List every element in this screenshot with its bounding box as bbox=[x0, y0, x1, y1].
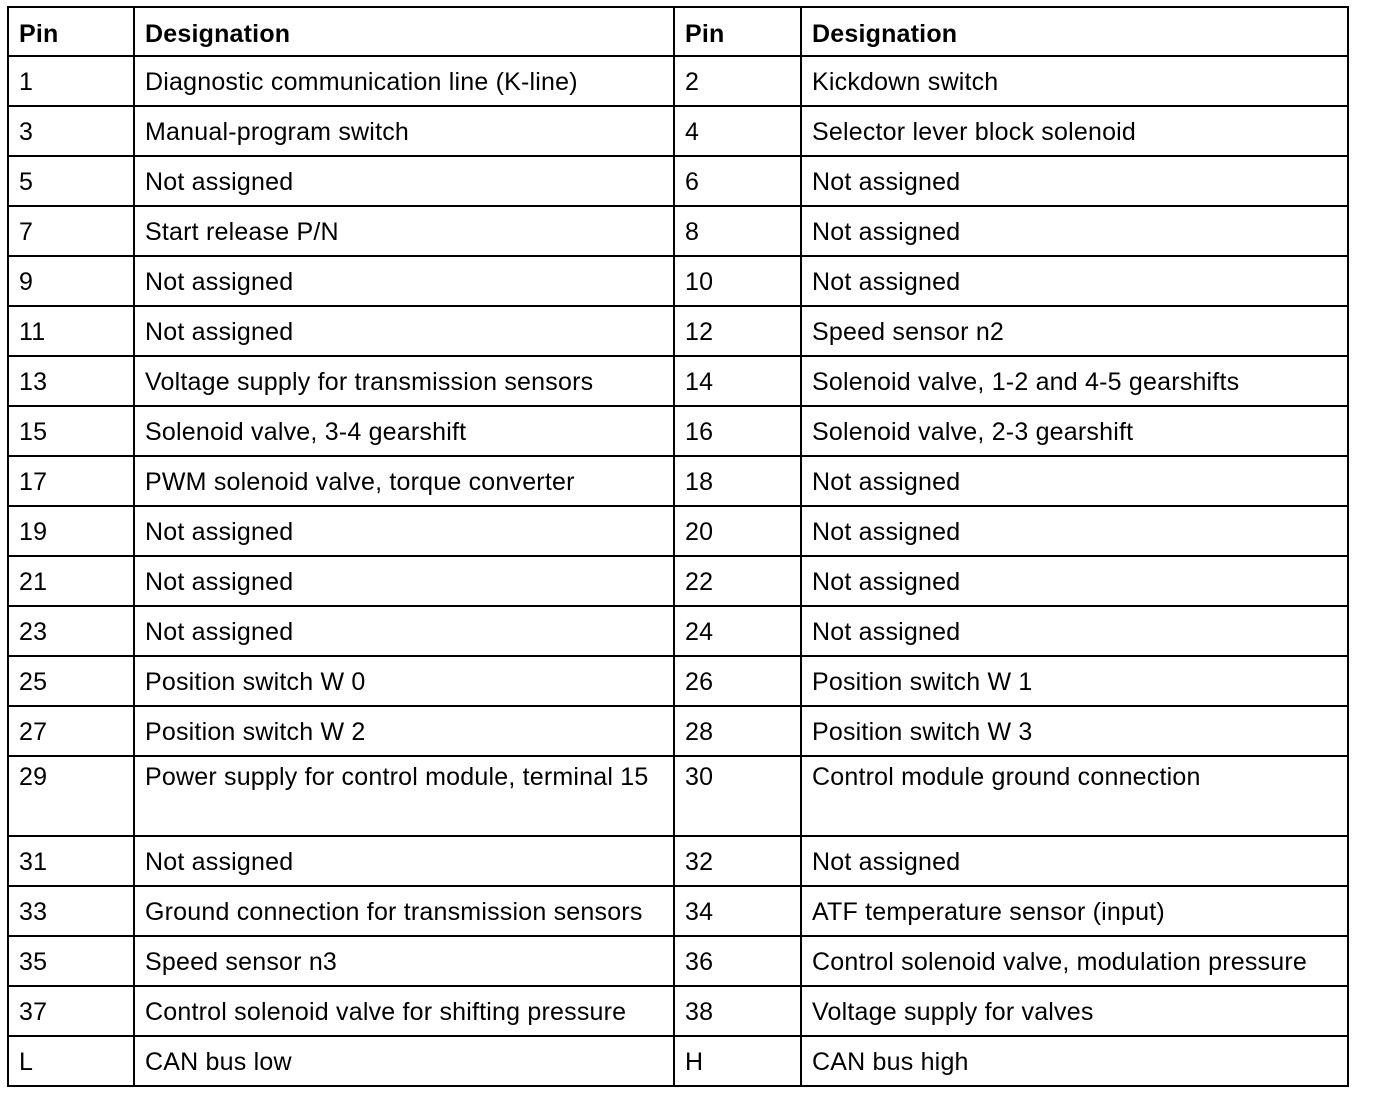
pin-cell-right: 8 bbox=[674, 206, 801, 256]
pin-cell-left: 3 bbox=[8, 106, 134, 156]
pin-cell-right: 32 bbox=[674, 836, 801, 886]
designation-cell-left: Diagnostic communication line (K-line) bbox=[134, 56, 674, 106]
pin-cell-left: 15 bbox=[8, 406, 134, 456]
table-row bbox=[8, 156, 1348, 206]
pin-cell-left: 1 bbox=[8, 56, 134, 106]
designation-cell-right: Not assigned bbox=[801, 836, 1348, 886]
pin-cell-left: 5 bbox=[8, 156, 134, 206]
pin-cell-left: 29 bbox=[8, 756, 134, 836]
pin-cell-left: 23 bbox=[8, 606, 134, 656]
table-row bbox=[8, 506, 1348, 556]
pin-cell-left: 11 bbox=[8, 306, 134, 356]
table-row bbox=[8, 356, 1348, 406]
designation-cell-left: Not assigned bbox=[134, 256, 674, 306]
designation-cell-left: Not assigned bbox=[134, 606, 674, 656]
designation-cell-right: Control solenoid valve, modulation pressure bbox=[801, 936, 1348, 986]
header-pin-left: Pin bbox=[8, 7, 134, 56]
table-row bbox=[8, 206, 1348, 256]
table-row bbox=[8, 256, 1348, 306]
pin-cell-left: 27 bbox=[8, 706, 134, 756]
pin-cell-left: L bbox=[8, 1036, 134, 1086]
pin-cell-left: 13 bbox=[8, 356, 134, 406]
pin-cell-right: 24 bbox=[674, 606, 801, 656]
table-row bbox=[8, 56, 1348, 106]
designation-cell-right: Position switch W 3 bbox=[801, 706, 1348, 756]
pin-cell-right: 6 bbox=[674, 156, 801, 206]
designation-cell-right: Not assigned bbox=[801, 256, 1348, 306]
designation-cell-left: Position switch W 0 bbox=[134, 656, 674, 706]
pin-cell-right: 2 bbox=[674, 56, 801, 106]
pin-cell-left: 21 bbox=[8, 556, 134, 606]
pin-cell-right: 20 bbox=[674, 506, 801, 556]
table-row bbox=[8, 606, 1348, 656]
pin-cell-left: 19 bbox=[8, 506, 134, 556]
designation-cell-right: Solenoid valve, 2-3 gearshift bbox=[801, 406, 1348, 456]
designation-cell-right: Not assigned bbox=[801, 606, 1348, 656]
designation-cell-left: Not assigned bbox=[134, 306, 674, 356]
designation-cell-right: Not assigned bbox=[801, 156, 1348, 206]
designation-cell-left: Solenoid valve, 3-4 gearshift bbox=[134, 406, 674, 456]
header-designation-left: Designation bbox=[134, 7, 674, 56]
table-row bbox=[8, 1036, 1348, 1086]
designation-cell-left: Control solenoid valve for shifting pressure bbox=[134, 986, 674, 1036]
pin-cell-right: 10 bbox=[674, 256, 801, 306]
table-row bbox=[8, 886, 1348, 936]
designation-cell-right: CAN bus high bbox=[801, 1036, 1348, 1086]
pin-cell-right: 22 bbox=[674, 556, 801, 606]
pin-cell-left: 9 bbox=[8, 256, 134, 306]
designation-cell-right: Kickdown switch bbox=[801, 56, 1348, 106]
designation-cell-right: Control module ground connection bbox=[801, 756, 1348, 836]
designation-cell-right: Not assigned bbox=[801, 456, 1348, 506]
designation-cell-left: Not assigned bbox=[134, 836, 674, 886]
designation-cell-right: Speed sensor n2 bbox=[801, 306, 1348, 356]
designation-cell-right: Selector lever block solenoid bbox=[801, 106, 1348, 156]
designation-cell-left: Voltage supply for transmission sensors bbox=[134, 356, 674, 406]
designation-cell-left: Not assigned bbox=[134, 556, 674, 606]
pin-cell-right: 4 bbox=[674, 106, 801, 156]
pin-cell-right: H bbox=[674, 1036, 801, 1086]
pin-cell-left: 35 bbox=[8, 936, 134, 986]
pin-cell-left: 33 bbox=[8, 886, 134, 936]
table-row bbox=[8, 706, 1348, 756]
designation-cell-right: ATF temperature sensor (input) bbox=[801, 886, 1348, 936]
table-row bbox=[8, 986, 1348, 1036]
pin-cell-left: 17 bbox=[8, 456, 134, 506]
pin-cell-left: 25 bbox=[8, 656, 134, 706]
designation-cell-left: Start release P/N bbox=[134, 206, 674, 256]
pin-cell-right: 36 bbox=[674, 936, 801, 986]
table-row bbox=[8, 656, 1348, 706]
pin-cell-left: 7 bbox=[8, 206, 134, 256]
designation-cell-right: Solenoid valve, 1-2 and 4-5 gearshifts bbox=[801, 356, 1348, 406]
pin-cell-right: 34 bbox=[674, 886, 801, 936]
designation-cell-left: Not assigned bbox=[134, 156, 674, 206]
designation-cell-left: PWM solenoid valve, torque converter bbox=[134, 456, 674, 506]
designation-cell-right: Position switch W 1 bbox=[801, 656, 1348, 706]
pin-assignment-table bbox=[7, 6, 1349, 1087]
table-row bbox=[8, 456, 1348, 506]
pin-cell-right: 12 bbox=[674, 306, 801, 356]
table-body bbox=[8, 56, 1348, 1086]
pin-cell-right: 28 bbox=[674, 706, 801, 756]
pin-cell-right: 18 bbox=[674, 456, 801, 506]
designation-cell-left: CAN bus low bbox=[134, 1036, 674, 1086]
header-designation-right: Designation bbox=[801, 7, 1348, 56]
designation-cell-right: Not assigned bbox=[801, 506, 1348, 556]
designation-cell-left: Ground connection for transmission sensors bbox=[134, 886, 674, 936]
table-row bbox=[8, 406, 1348, 456]
pin-cell-right: 38 bbox=[674, 986, 801, 1036]
table-row bbox=[8, 106, 1348, 156]
pin-cell-right: 30 bbox=[674, 756, 801, 836]
designation-cell-left: Not assigned bbox=[134, 506, 674, 556]
designation-cell-left: Power supply for control module, terminal 15 bbox=[134, 756, 674, 836]
pin-cell-left: 31 bbox=[8, 836, 134, 886]
header-pin-right: Pin bbox=[674, 7, 801, 56]
designation-cell-left: Speed sensor n3 bbox=[134, 936, 674, 986]
designation-cell-right: Voltage supply for valves bbox=[801, 986, 1348, 1036]
table-row bbox=[8, 936, 1348, 986]
pin-cell-right: 14 bbox=[674, 356, 801, 406]
pin-cell-right: 26 bbox=[674, 656, 801, 706]
pin-cell-left: 37 bbox=[8, 986, 134, 1036]
table-row bbox=[8, 836, 1348, 886]
designation-cell-left: Position switch W 2 bbox=[134, 706, 674, 756]
table-row bbox=[8, 306, 1348, 356]
designation-cell-right: Not assigned bbox=[801, 556, 1348, 606]
table-row bbox=[8, 756, 1348, 836]
table-row bbox=[8, 556, 1348, 606]
designation-cell-right: Not assigned bbox=[801, 206, 1348, 256]
designation-cell-left: Manual-program switch bbox=[134, 106, 674, 156]
table-header-row bbox=[8, 7, 1348, 56]
pin-cell-right: 16 bbox=[674, 406, 801, 456]
